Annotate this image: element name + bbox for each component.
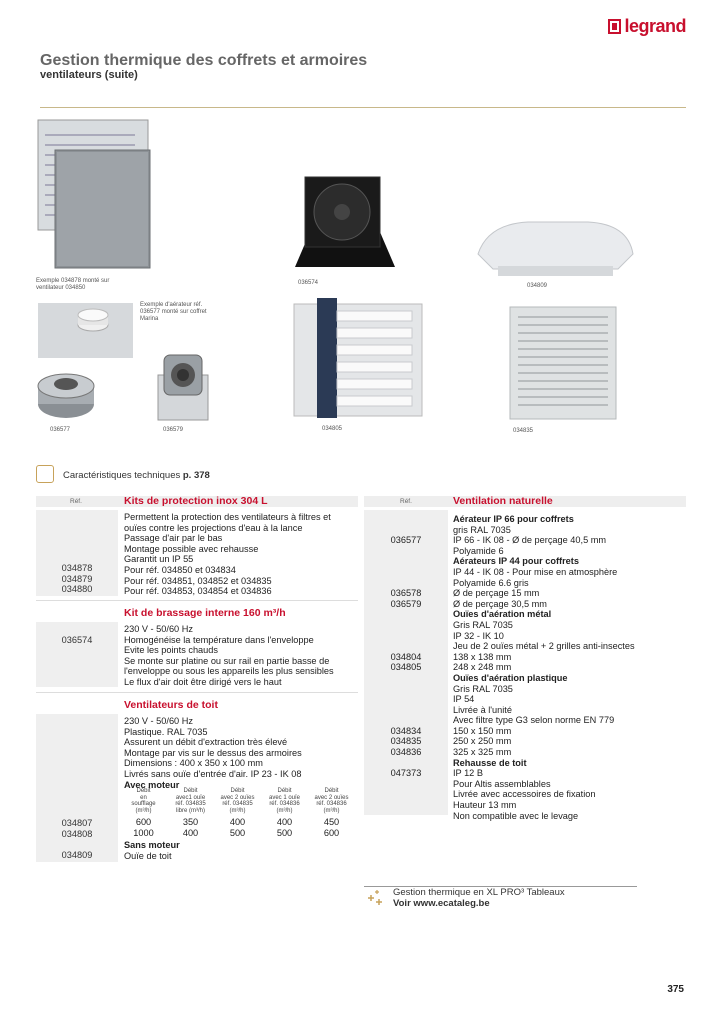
- ventilation-text: IP 32 - IK 10: [453, 630, 504, 641]
- toit-description: [124, 716, 358, 790]
- header-rule: [40, 107, 686, 108]
- ref-header: Réf.: [400, 498, 412, 505]
- ventilation-ref: [364, 789, 448, 800]
- fan-with-protection-kit-image: [35, 115, 155, 275]
- ref-034807: 034807: [61, 818, 93, 828]
- caption-034878: Exemple 034878 monté sur ventilateur 034850: [36, 278, 110, 291]
- ventilation-text: Gris RAL 7035: [453, 683, 513, 694]
- xl-pro-icon: [364, 888, 384, 908]
- ventilation-text: gris RAL 7035: [453, 524, 511, 535]
- brassage-line: Evite les points chauds: [124, 645, 218, 656]
- h: avec1 ouïe: [175, 794, 206, 801]
- brassage-line: 230 V - 50/60 Hz: [124, 624, 193, 634]
- toit-line: Livrés sans ouïe d'entrée d'air. IP 23 - IK 08: [124, 768, 302, 779]
- ventilation-ref: 034835: [390, 736, 422, 747]
- ventilation-ref: 034805: [390, 662, 422, 673]
- ventilation-text: Livrée avec accessoires de fixation: [453, 789, 596, 800]
- ventilation-row: [364, 684, 686, 695]
- ref-spacer: [364, 758, 453, 769]
- brassage-description: [124, 624, 358, 688]
- flow-cell: 500: [229, 827, 246, 838]
- ventilation-ref: [364, 578, 448, 589]
- legrand-logo: [608, 16, 686, 37]
- h: avec 1 ouïe: [268, 794, 301, 801]
- flow-col-header: [214, 788, 261, 814]
- kits-row-text: Pour réf. 034851, 034852 et 034835: [124, 575, 272, 586]
- sans-moteur-block: [124, 840, 358, 861]
- ventilation-row: [364, 535, 686, 546]
- page-title: Gestion thermique des coffrets et armoires: [40, 52, 368, 69]
- flow-table-rows: [120, 817, 358, 838]
- flow-cell: 600: [135, 817, 152, 827]
- toit-title: Ventilateurs de toit: [124, 699, 218, 711]
- kits-desc-line: ouïes contre les projections d'eau à la lance: [124, 522, 303, 533]
- subheading-text: Aérateur IP 66 pour coffrets: [453, 514, 574, 524]
- internal-fan-kit-image: [290, 172, 400, 274]
- h: avec 2 ouïes: [314, 794, 349, 801]
- kits-description: [124, 512, 356, 597]
- h: réf. 034835: [175, 801, 206, 807]
- flow-table-headers: [120, 788, 358, 814]
- ventilation-row: [364, 768, 686, 779]
- subheading-text: Rehausse de toit: [453, 757, 527, 768]
- ventilation-row: [364, 662, 686, 673]
- ventilation-text: 248 x 248 mm: [453, 662, 512, 673]
- ventilation-text: 138 x 138 mm: [453, 651, 512, 662]
- ventilation-row: [364, 641, 686, 652]
- caracteristiques-page: p. 378: [182, 470, 210, 481]
- ventilation-subheading: [364, 609, 686, 620]
- catalog-reference-icon: [36, 465, 54, 483]
- ventilation-ref: [364, 525, 448, 536]
- ref-header: Réf.: [70, 498, 82, 505]
- ventilation-text: 325 x 325 mm: [453, 747, 512, 758]
- ventilation-ref: 034834: [390, 725, 422, 736]
- ventilation-row: [364, 789, 686, 800]
- caption-example-aerateur: Exemple d'aérateur réf. 036577 monté sur coffret Marina: [140, 302, 207, 322]
- ventilation-ref: [364, 811, 448, 822]
- flow-cell: 400: [276, 817, 293, 827]
- caption-034835: 034835: [513, 428, 534, 434]
- h: Débit: [230, 788, 245, 794]
- ventilation-row: [364, 588, 686, 599]
- flow-cell: 450: [323, 817, 340, 827]
- h: réf. 034836: [316, 801, 347, 807]
- ventilation-row: [364, 599, 686, 610]
- h: Débit: [277, 788, 292, 794]
- ventilation-ref: [364, 546, 448, 557]
- ventilation-ref: [364, 694, 448, 705]
- ventilation-row: [364, 715, 686, 726]
- ref-spacer: [364, 673, 453, 684]
- metal-louver-image: [292, 296, 424, 422]
- subheading-text: Ouïes d'aération métal: [453, 609, 552, 620]
- ventilation-text: Polyamide 6: [453, 545, 504, 556]
- brassage-line: Homogénéise la température dans l'enveloppe: [124, 634, 314, 645]
- flow-col-header: [308, 788, 355, 814]
- ventilation-ref: [364, 705, 448, 716]
- caption-036574: 036574: [298, 280, 319, 286]
- subheading-text: Aérateurs IP 44 pour coffrets: [453, 556, 579, 567]
- ref-spacer: [364, 514, 453, 525]
- brassage-line: l'enveloppe ou sous les appareils les plus sensibles: [124, 666, 334, 677]
- caption-034809: 034809: [527, 283, 548, 289]
- h: libre (m³/h): [175, 807, 205, 814]
- toit-line: Plastique. RAL 7035: [124, 726, 208, 737]
- kits-desc-line: Garantit un IP 55: [124, 554, 194, 565]
- plastic-louver-image: [508, 305, 620, 423]
- ventilation-text: Ø de perçage 15 mm: [453, 588, 540, 599]
- ref-034878: 034878: [61, 563, 93, 573]
- ventilation-ref: 034836: [390, 747, 422, 758]
- ventilation-text: Livrée à l'unité: [453, 704, 512, 715]
- ventilation-subheading: [364, 514, 686, 525]
- flow-cell: 400: [182, 827, 199, 838]
- caracteristiques-label: Caractéristiques techniques: [63, 470, 181, 481]
- caption-036577: 036577: [50, 427, 71, 433]
- legrand-logo-mark-icon: [608, 19, 621, 34]
- ventilation-row: [364, 631, 686, 642]
- toit-line: Dimensions : 400 x 350 x 100 mm: [124, 758, 263, 769]
- brassage-title: Kit de brassage interne 160 m³/h: [124, 607, 286, 619]
- h: (m³/h): [323, 807, 340, 814]
- page-subtitle: ventilateurs (suite): [40, 69, 138, 81]
- ventilation-text: IP 66 - IK 08 - Ø de perçage 40,5 mm: [453, 535, 607, 546]
- roof-fan-image: [468, 214, 638, 284]
- toit-line: 230 V - 50/60 Hz: [124, 716, 193, 726]
- kits-ref-column: [36, 510, 118, 596]
- kits-desc-line: Permettent la protection des ventilateurs à filtres et: [124, 512, 331, 522]
- h: (m³/h): [229, 807, 246, 814]
- ventilation-row: [364, 800, 686, 811]
- h: réf. 034836: [269, 801, 300, 807]
- ref-spacer: [364, 556, 453, 567]
- brassage-line: Se monte sur platine ou sur rail en partie basse de: [124, 655, 330, 666]
- flow-cell: 400: [229, 817, 246, 827]
- ventilation-text: IP 54: [453, 694, 475, 705]
- brassage-line: Le flux d'air doit être dirigé vers le haut: [124, 676, 282, 687]
- flow-cell: 350: [182, 817, 199, 827]
- h: soufflage: [131, 801, 156, 807]
- ventilation-subheading: [364, 758, 686, 769]
- brand-name: legrand: [624, 16, 686, 36]
- h: Débit: [324, 788, 339, 794]
- sans-moteur-label: Sans moteur: [124, 840, 180, 850]
- ventilation-ref: 036579: [390, 598, 422, 609]
- ref-034809: 034809: [61, 850, 93, 861]
- ventilation-ref: [364, 800, 448, 811]
- avec-moteur-label: Avec moteur: [124, 779, 180, 790]
- ventilation-ref: 034804: [390, 651, 422, 662]
- ventilation-ref: 047373: [390, 768, 422, 779]
- aerateur-on-box-image: [38, 303, 133, 358]
- xl-pro-link[interactable]: [393, 887, 565, 909]
- flow-cell: 500: [276, 827, 293, 838]
- ventilation-text: Pour Altis assemblables: [453, 778, 551, 789]
- ventilation-row: [364, 546, 686, 557]
- sans-moteur-text: Ouïe de toit: [124, 850, 172, 861]
- caracteristiques-link[interactable]: [63, 470, 210, 481]
- ventilation-subheading: [364, 673, 686, 684]
- ventilation-ref: 036578: [390, 588, 422, 599]
- h: en: [140, 794, 147, 801]
- h: Débit: [136, 788, 151, 794]
- h: avec 2 ouïes: [220, 794, 255, 801]
- ventilation-subheading: [364, 556, 686, 567]
- ventilation-text: 150 x 150 mm: [453, 725, 512, 736]
- h: réf. 034835: [222, 801, 253, 807]
- divider: [36, 692, 358, 693]
- ventilation-row: [364, 726, 686, 737]
- toit-ref-column: [36, 714, 118, 862]
- ventilation-text: Ø de perçage 30,5 mm: [453, 598, 547, 609]
- page-number: 375: [667, 984, 684, 995]
- ventilation-title: Ventilation naturelle: [453, 495, 553, 507]
- flow-col-header: [261, 788, 308, 814]
- ventilation-row: [364, 694, 686, 705]
- kits-title: Kits de protection inox 304 L: [124, 495, 268, 507]
- ventilation-text: IP 12 B: [453, 768, 483, 779]
- kits-row-text: Pour réf. 034850 et 034834: [124, 564, 236, 575]
- subheading-text: Ouïes d'aération plastique: [453, 672, 568, 683]
- ventilation-ref: [364, 567, 448, 578]
- xl-line2: Voir www.ecataleg.be: [393, 898, 490, 909]
- ventilation-ref: [364, 620, 448, 631]
- ventilation-ref: [364, 715, 448, 726]
- ref-034879: 034879: [61, 573, 93, 584]
- ventilation-ref: [364, 641, 448, 652]
- ventilation-row: [364, 705, 686, 716]
- ventilation-row: [364, 578, 686, 589]
- brassage-ref-column: [36, 622, 118, 687]
- h: Débit: [183, 788, 198, 794]
- ventilation-row: [364, 567, 686, 578]
- ref-034880: 034880: [61, 584, 93, 595]
- ventilation-text: Polyamide 6.6 gris: [453, 577, 529, 588]
- ventilation-text: Avec filtre type G3 selon norme EN 779: [453, 715, 615, 726]
- right-table-body: [364, 514, 686, 821]
- ventilation-text: Gris RAL 7035: [453, 619, 513, 630]
- ventilation-row: [364, 736, 686, 747]
- ventilation-text: Hauteur 13 mm: [453, 800, 517, 811]
- h: (m³/h): [276, 807, 293, 814]
- ref-036574: 036574: [61, 635, 93, 645]
- ventilation-ref: [364, 631, 448, 642]
- aerateur-036579-image: [150, 350, 215, 425]
- ref-spacer: [364, 609, 453, 620]
- ref-034808: 034808: [61, 828, 93, 839]
- ventilation-text: 250 x 250 mm: [453, 736, 512, 747]
- toit-line: Montage par vis sur le dessus des armoires: [124, 747, 302, 758]
- ventilation-ref: [364, 779, 448, 790]
- toit-line: Assurent un débit d'extraction très élevé: [124, 737, 288, 748]
- ventilation-text: IP 44 - IK 08 - Pour mise en atmosphère: [453, 566, 618, 577]
- ventilation-text: Jeu de 2 ouïes métal + 2 grilles anti-insectes: [453, 641, 635, 652]
- kits-row-text: Pour réf. 034853, 034854 et 034836: [124, 586, 272, 597]
- ventilation-ref: 036577: [390, 535, 422, 546]
- flow-col-header: [167, 788, 214, 814]
- caption-036579: 036579: [163, 427, 184, 433]
- flow-row-034808: [120, 828, 358, 839]
- caption-034805: 034805: [322, 426, 343, 432]
- ventilation-row: [364, 747, 686, 758]
- flow-cell: 600: [323, 827, 340, 838]
- flow-col-header: [120, 788, 167, 814]
- kits-desc-line: Passage d'air par le bas: [124, 533, 223, 544]
- kits-desc-line: Montage possible avec rehausse: [124, 543, 259, 554]
- flow-row-034807: [120, 817, 358, 828]
- ventilation-row: [364, 525, 686, 536]
- ventilation-text: Non compatible avec le levage: [453, 810, 579, 821]
- aerateur-036577-image: [34, 366, 99, 424]
- divider: [36, 600, 358, 601]
- ventilation-ref: [364, 684, 448, 695]
- flow-cell: 1000: [133, 827, 154, 838]
- ventilation-row: [364, 652, 686, 663]
- xl-line1: Gestion thermique en XL PRO³ Tableaux: [393, 887, 565, 898]
- ventilation-row: [364, 779, 686, 790]
- ventilation-row: [364, 620, 686, 631]
- ventilation-row: [364, 811, 686, 822]
- h: (m³/h): [135, 807, 152, 814]
